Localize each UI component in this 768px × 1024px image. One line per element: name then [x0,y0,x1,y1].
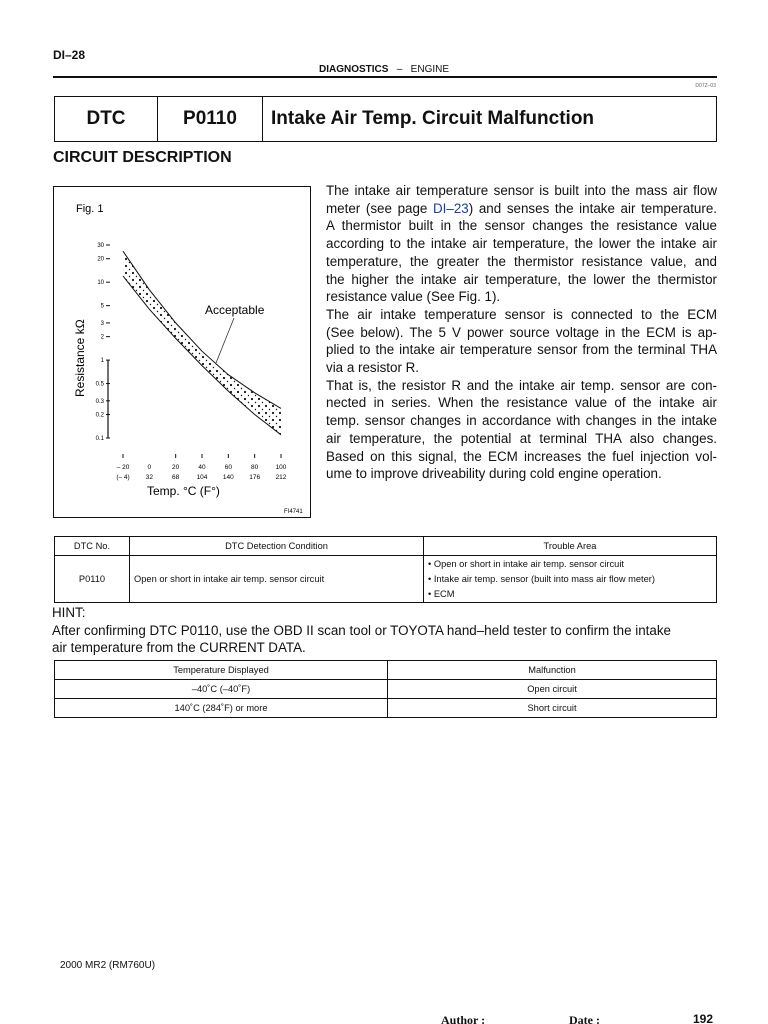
circuit-description-heading: CIRCUIT DESCRIPTION [53,149,232,166]
cell-dtc-no: P0110 [55,556,130,603]
trouble-area-item: • ECM [428,588,455,599]
body-line: A thermistor built in the sensor changes the resistance value [326,218,717,234]
y-tick-label: 0.2 [95,412,104,419]
trouble-area-item: • Open or short in intake air temp. sensor circuit [428,558,624,569]
body-line [326,200,717,218]
y-tick-label: 1 [100,358,104,365]
figure-title: Fig. 1 [76,203,104,215]
body-line: resistance value (See Fig. 1). [326,289,501,305]
footer-model: 2000 MR2 (RM760U) [60,960,156,971]
hint-line: After confirming DTC P0110, use the OBD II scan tool or TOYOTA hand–held tester to confirm the intake [52,622,671,638]
acceptable-band [123,251,281,435]
body-line: (See below). The 5 V power source voltage in the ECM is ap- [326,324,717,340]
dtc-title: Intake Air Temp. Circuit Malfunction [271,108,595,129]
body-line: Based on this signal, the ECM increases the fuel injection vol- [326,448,717,464]
cell-condition: Open or short in intake air temp. sensor circuit [130,556,424,603]
body-line: ume to improve driveability during cold engine operation. [326,466,662,482]
body-line: temperature, the greater the thermistor resistance value, and [326,253,717,269]
col-temperature: Temperature Displayed [55,661,388,680]
dtc-code: P0110 [158,97,263,141]
body-text-fragment: meter (see page [326,200,434,216]
dtc-table [54,536,717,603]
body-line: via a resistor R. [326,360,420,376]
table-row [55,680,717,699]
x-tick-label-c: – 20 [116,464,130,471]
circuit-description-text [326,182,717,483]
hint-block [52,604,718,657]
table-row [55,556,717,603]
footer-date: Date : [569,1013,600,1024]
x-axis-label: Temp. °C (F°) [147,484,220,498]
resistance-temperature-graph [54,187,310,517]
x-tick-label-f: (– 4) [116,474,130,481]
body-line: temp. sensor changes in accordance with changes in the intake [326,413,717,429]
x-tick-label-f: 68 [172,474,180,481]
y-tick-label: 20 [97,256,104,263]
trouble-area-item: • Intake air temp. sensor (built into mass air flow meter) [428,573,655,584]
table-row [55,699,717,718]
cell-malfunction: Short circuit [388,699,717,718]
y-tick-label: 3 [100,320,104,327]
y-tick-label: 0.3 [95,398,104,405]
subsection-name: ENGINE [410,64,450,75]
dtc-title-box [54,96,717,142]
body-line: The air intake temperature sensor is connected to the ECM [326,306,717,322]
section-header [0,64,768,75]
x-tick-label-c: 100 [275,464,287,471]
body-line: nected in series. When the resistance value of the intake air [326,395,717,411]
hint-line: air temperature from the CURRENT DATA. [52,640,306,656]
col-dtc-no: DTC No. [55,537,130,556]
figure-1 [53,186,311,518]
x-tick-label-c: 60 [224,464,232,471]
col-detection-condition: DTC Detection Condition [130,537,424,556]
x-tick-label-f: 140 [222,474,234,481]
upper-limit-curve [123,251,281,408]
cell-trouble-area [424,556,717,603]
header-rule [53,76,717,78]
y-tick-label: 5 [100,303,104,310]
body-line: the higher the intake air temperature, the lower the thermistor [326,271,717,287]
table-header-row [55,661,717,680]
body-line: according to the intake air temperature, the lower the intake air [326,236,717,252]
cell-malfunction: Open circuit [388,680,717,699]
y-tick-label: 0.5 [95,381,104,388]
hint-label: HINT: [52,605,86,620]
x-tick-label-f: 104 [196,474,208,481]
cell-temperature: –40˚C (–40˚F) [55,680,388,699]
cell-temperature: 140˚C (284˚F) or more [55,699,388,718]
doc-code: D07Z–03 [695,83,716,89]
x-tick-label-f: 176 [249,474,261,481]
page-id: DI–28 [53,48,86,62]
table-header-row [55,537,717,556]
dtc-label: DTC [55,97,158,141]
x-tick-label-c: 80 [251,464,259,471]
footer-page-number: 192 [693,1012,714,1024]
y-tick-label: 10 [97,280,104,287]
section-separator: – [396,64,403,75]
temperature-table [54,660,717,718]
page-link-di23[interactable]: DI–23 [433,200,469,216]
figure-id: FI4741 [284,509,303,515]
acceptable-label: Acceptable [205,303,265,317]
x-tick-label-c: 20 [172,464,180,471]
y-tick-label: 30 [97,243,104,249]
x-tick-label-c: 0 [147,464,152,471]
body-text-fragment: ) and senses the intake air temperature. [468,200,717,216]
annotation-leader [216,318,234,363]
y-axis-label: Resistance kΩ [73,319,87,397]
x-tick-label-f: 32 [145,474,153,481]
col-malfunction: Malfunction [388,661,717,680]
section-name: DIAGNOSTICS [318,64,389,75]
y-tick-label: 0.1 [95,436,104,442]
body-line: The intake air temperature sensor is built into the mass air flow [326,183,717,198]
body-line: plied to the intake air temperature sensor from the terminal THA [326,342,717,358]
x-tick-label-f: 212 [275,474,287,481]
body-line: air temperature, the potential at terminal THA also changes. [326,430,717,446]
x-tick-label-c: 40 [198,464,206,471]
body-line: That is, the resistor R and the intake air temp. sensor are con- [326,377,717,393]
col-trouble-area: Trouble Area [424,537,717,556]
y-tick-label: 2 [100,334,104,341]
footer-author: Author : [441,1013,486,1024]
